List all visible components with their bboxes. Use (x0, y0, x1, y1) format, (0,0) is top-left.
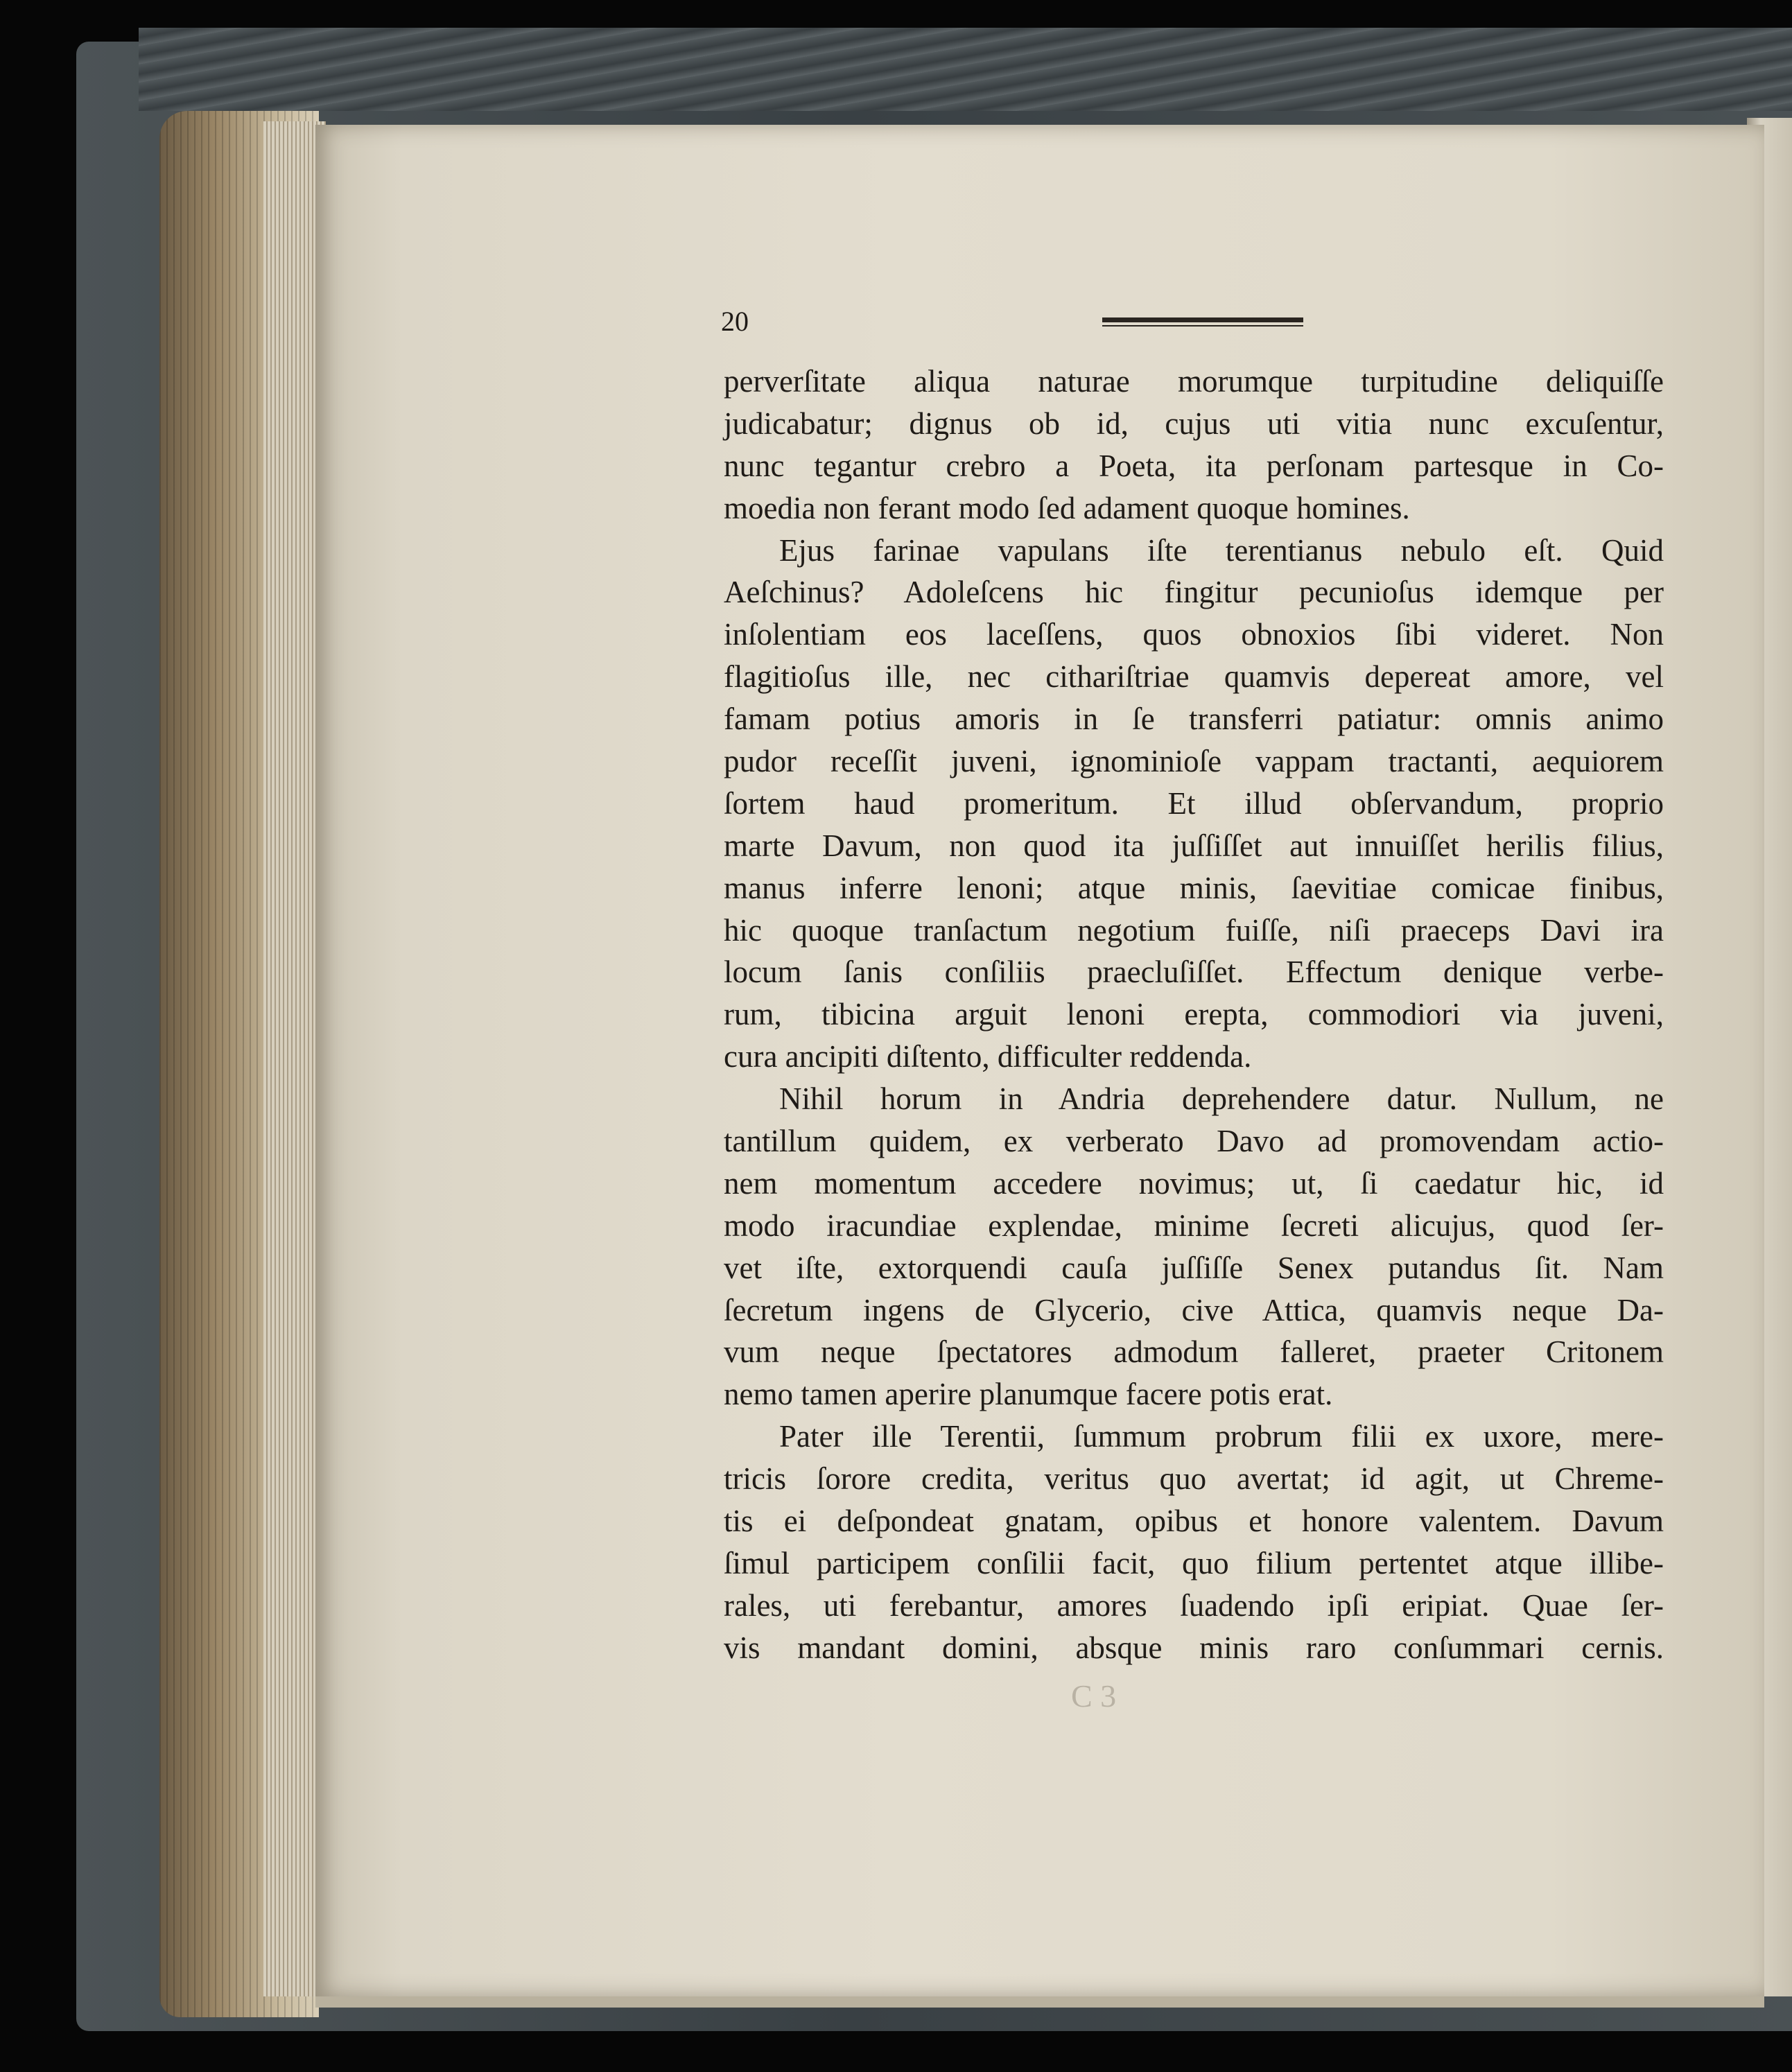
text-line: vis mandant domini, absque minis raro conſummari cernis. (724, 1630, 1664, 1665)
text-line: rales, uti ferebantur, amores ſuadendo ipſi eripiat. Quae ſer- (724, 1587, 1664, 1623)
text-line: tis ei deſpondeat gnatam, opibus et honore valentem. Davum (724, 1504, 1664, 1539)
text-line: nunc tegantur crebro a Poeta, ita perſonam partesque in Co- (724, 448, 1664, 483)
page-bottom-edge (315, 1996, 1764, 2008)
text-line: marte Davum, non quod ita juſſiſſet aut innuiſſet herilis filius, (724, 828, 1664, 863)
text-line: Ejus farinae vapulans iſte terentianus nebulo eſt. Quid (779, 532, 1664, 568)
page-header (721, 305, 1664, 337)
text-line: manus inferre lenoni; atque minis, ſaevitiae comicae finibus, (724, 870, 1664, 905)
text-line: Aeſchinus? Adoleſcens hic fingitur pecunioſus idemque per (724, 575, 1664, 610)
text-line: locum ſanis conſiliis praecluſiſſet. Effectum denique verbe- (724, 955, 1664, 990)
text-line: judicabatur; dignus ob id, cujus uti vitia nunc excuſentur, (724, 406, 1664, 441)
text-line: cura ancipiti diſtento, difficulter reddenda. (724, 1039, 1252, 1074)
text-line: vet iſte, extorquendi cauſa juſſiſſe Senex putandus ſit. Nam (724, 1250, 1664, 1285)
text-line: famam potius amoris in ſe transferri patiatur: omnis animo (724, 702, 1664, 737)
text-line: nemo tamen aperire planumque facere potis erat. (724, 1377, 1333, 1412)
signature-mark: C 3 (1071, 1678, 1117, 1714)
text-line: tricis ſorore credita, veritus quo avertat; id agit, ut Chreme- (724, 1461, 1664, 1497)
text-line: flagitioſus ille, nec cithariſtriae quamvis depereat amore, vel (724, 659, 1664, 695)
text-line: nem momentum accedere novimus; ut, ſi caedatur hic, id (724, 1165, 1664, 1201)
book-cover-top-edge (139, 28, 1792, 111)
text-line: perverſitate aliqua naturae morumque turpitudine deliquiſſe (724, 364, 1664, 399)
page-number: 20 (721, 306, 749, 337)
text-line: ſimul participem conſilii facit, quo filium pertentet atque illibe- (724, 1545, 1664, 1581)
text-line: ſecretum ingens de Glycerio, cive Attica, quamvis neque Da- (724, 1292, 1664, 1327)
header-rule-thin (1102, 325, 1303, 327)
text-line: Nihil horum in Andria deprehendere datur. Nullum, ne (779, 1081, 1664, 1117)
text-line: vum neque ſpectatores admodum falleret, praeter Critonem (724, 1334, 1664, 1370)
text-line: hic quoque tranſactum negotium fuiſſe, niſi praeceps Davi ira (724, 912, 1664, 948)
text-line: tantillum quidem, ex verberato Davo ad promovendam actio- (724, 1124, 1664, 1159)
body-text (724, 360, 1664, 1669)
text-line: ſortem haud promeritum. Et illud obſervandum, proprio (724, 785, 1664, 821)
text-line: Pater ille Terentii, ſummum probrum filii ex uxore, mere- (779, 1419, 1664, 1454)
text-line: moedia non ferant modo ſed adament quoque homines. (724, 490, 1410, 525)
text-line: modo iracundiae explendae, minime ſecreti alicujus, quod ſer- (724, 1208, 1664, 1243)
text-line: rum, tibicina arguit lenoni erepta, commodiori via juveni, (724, 997, 1664, 1032)
text-line: pudor receſſit juveni, ignominioſe vappam tractanti, aequiorem (724, 744, 1664, 779)
header-rule (1102, 317, 1303, 322)
text-line: inſolentiam eos laceſſens, quos obnoxios ſibi videret. Non (724, 617, 1664, 652)
